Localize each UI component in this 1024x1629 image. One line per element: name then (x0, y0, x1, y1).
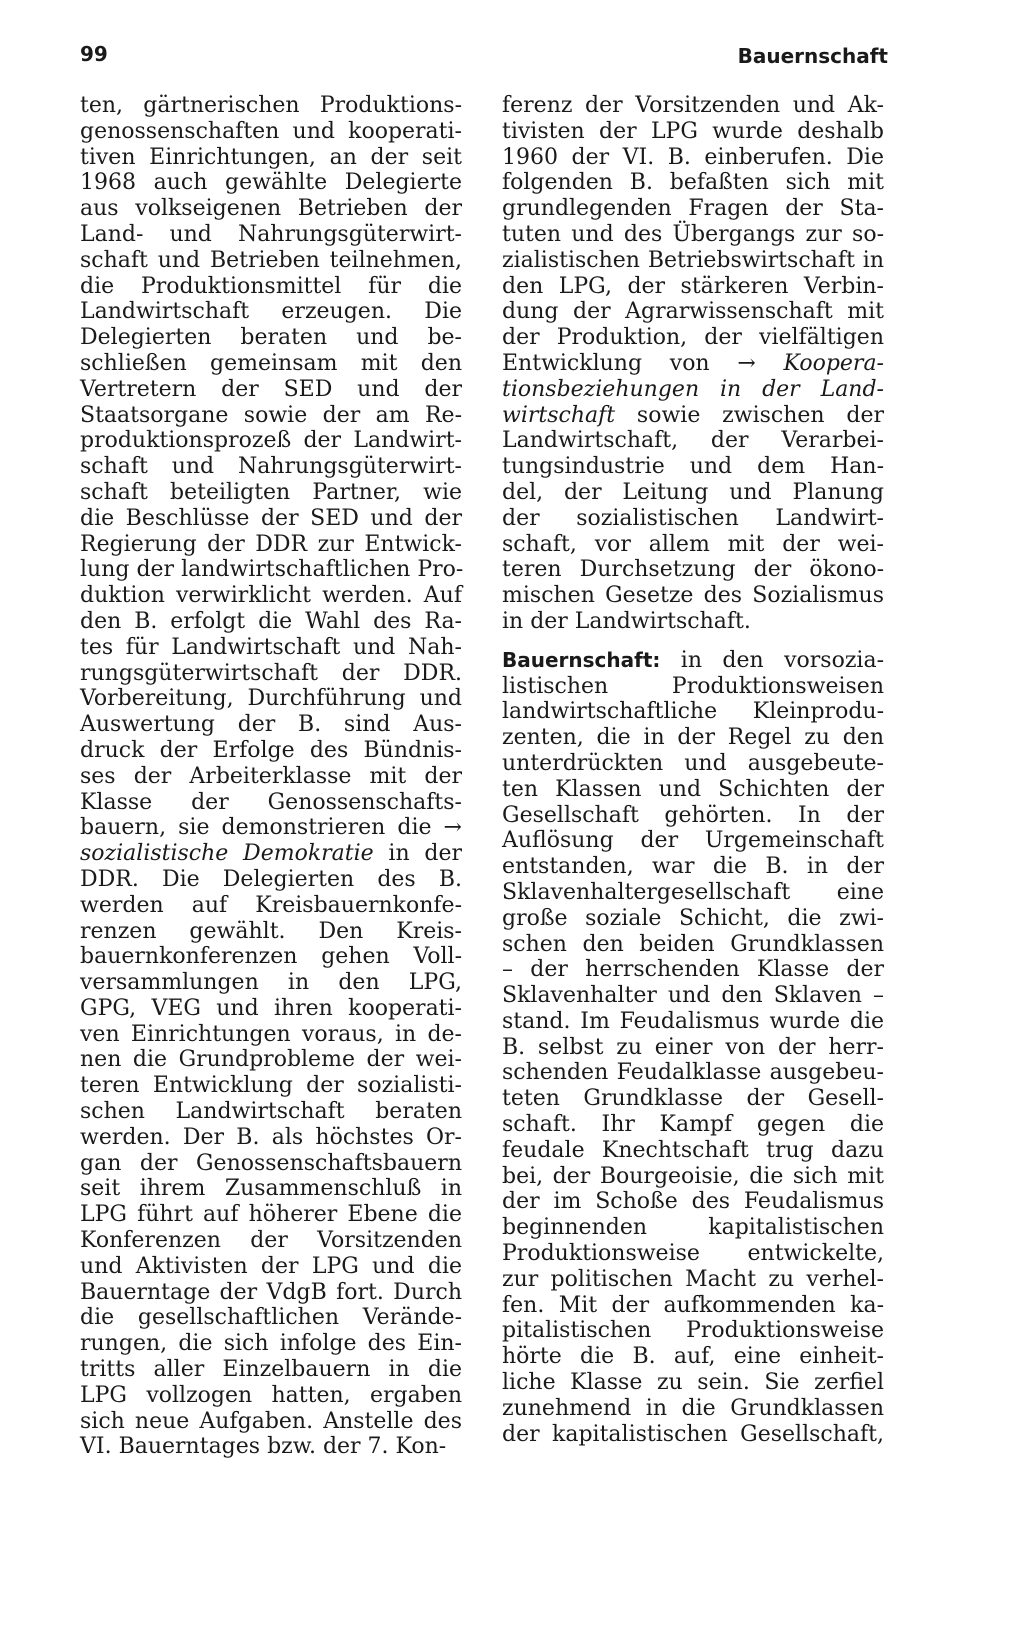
text-line: VI. Bauerntages bzw. der 7. Kon- (80, 1434, 447, 1460)
text-line: zenten, die in der Regel zu den (502, 725, 884, 751)
text-line: teten Grundklasse der Gesell- (502, 1086, 884, 1112)
text-line: druck der Erfolge des Bündnis- (80, 737, 462, 763)
text-line: B. selbst zu einer von der herr- (502, 1034, 884, 1060)
text-line: tuten und des Übergangs zur so- (502, 221, 884, 247)
cross-reference: sozialistische Demokratie (80, 841, 374, 867)
text-line: schenden Feudalklasse ausgebeu- (502, 1060, 884, 1086)
text-line: werden auf Kreisbauernkonfe- (80, 892, 462, 918)
text-line: hörte die B. auf, eine einheit- (502, 1344, 884, 1370)
text-line: landwirtschaftliche Kleinprodu- (502, 699, 884, 725)
text-line: ten, gärtnerischen Produktions- (80, 93, 462, 118)
text-line: sich neue Aufgaben. Anstelle des (80, 1408, 462, 1434)
text-line: der sozialistischen Landwirt- (502, 505, 884, 531)
text-line: schaft beteiligten Partner, wie (80, 479, 462, 505)
text-line: LPG führt auf höherer Ebene die (80, 1202, 462, 1228)
text-line: grundlegenden Fragen der Sta- (502, 196, 884, 222)
text-line: Produktionsweise entwickelte, (502, 1241, 884, 1267)
text-line: schen den beiden Grundklassen (502, 931, 884, 957)
entry-term: Bauernschaft: (502, 647, 661, 672)
text-line: ven Einrichtungen voraus, in de- (80, 1021, 462, 1047)
text-line: pitalistischen Produktionsweise (502, 1318, 884, 1344)
text-line: Landwirtschaft, der Verarbei- (502, 428, 884, 454)
text-line: tivisten der LPG wurde deshalb (502, 118, 884, 144)
left-column (80, 93, 462, 1460)
text-line: die Beschlüsse der SED und der (80, 505, 462, 531)
text-line: Klasse der Genossenschafts- (80, 789, 462, 815)
text-line: gan der Genossenschaftsbauern (80, 1150, 462, 1176)
running-head: Bauernschaft (737, 44, 888, 68)
cross-reference: tionsbeziehungen in der Land- (502, 376, 884, 402)
entry-first-line (502, 648, 884, 674)
text-line: Land- und Nahrungsgüterwirt- (80, 221, 462, 247)
text-line: schließen gemeinsam mit den (80, 350, 462, 376)
text-line: duktion verwirklicht werden. Auf (80, 583, 462, 609)
text-line: Sklavenhalter und den Sklaven – (502, 983, 884, 1009)
text-line: schen Landwirtschaft beraten (80, 1099, 462, 1125)
text-line: Auswertung der B. sind Aus- (80, 712, 462, 738)
entry-first-line-text: in den vorsozia- (660, 647, 884, 673)
text-line: der kapitalistischen Gesellschaft, (502, 1421, 884, 1447)
text-line: teren Entwicklung der sozialisti- (80, 1073, 462, 1099)
text-line: dung der Agrarwissenschaft mit (502, 299, 884, 325)
text-line: Konferenzen der Vorsitzenden (80, 1228, 462, 1254)
text-line: Gesellschaft gehörten. In der (502, 802, 884, 828)
text-line: lung der landwirtschaftlichen Pro- (80, 557, 464, 583)
page-number: 99 (80, 42, 108, 66)
text-line: renzen gewählt. Den Kreis- (80, 918, 462, 944)
text-line: seit ihrem Zusammenschluß in (80, 1176, 462, 1202)
text-line: rungen, die sich infolge des Ein- (80, 1331, 462, 1357)
text-line: produktionsprozeß der Landwirt- (80, 428, 462, 454)
text-line: schaft und Nahrungsgüterwirt- (80, 454, 462, 480)
entry-body (502, 674, 884, 1448)
text-line: 1960 der VI. B. einberufen. Die (502, 144, 884, 170)
text-line: in der Landwirtschaft. (502, 608, 751, 634)
text-line: LPG vollzogen hatten, ergaben (80, 1382, 462, 1408)
text-line: – der herrschenden Klasse der (502, 957, 884, 983)
text-line: zunehmend in die Grundklassen (502, 1395, 884, 1421)
text-line: bauern, sie demonstrieren die → (80, 815, 462, 841)
text-line: ferenz der Vorsitzenden und Ak- (502, 93, 884, 118)
text-line: Vorbereitung, Durchführung und (80, 686, 462, 712)
text-line: und Aktivisten der LPG und die (80, 1253, 462, 1279)
text-line: del, der Leitung und Planung (502, 479, 884, 505)
text-line: Auflösung der Urgemeinschaft (502, 828, 884, 854)
text-line: tes für Landwirtschaft und Nah- (80, 634, 462, 660)
text-line: Landwirtschaft erzeugen. Die (80, 299, 462, 325)
text-line: bei, der Bourgeoisie, die sich mit (502, 1163, 884, 1189)
right-column-continuation (502, 93, 884, 635)
text-line: entstanden, war die B. in der (502, 854, 884, 880)
text-line: Staatsorgane sowie der am Re- (80, 402, 462, 428)
text-line: große soziale Schicht, die zwi- (502, 905, 884, 931)
cross-reference: wirtschaft (502, 402, 616, 428)
text-line: Sklavenhaltergesellschaft eine (502, 879, 884, 905)
text-line: unterdrückten und ausgebeute- (502, 750, 884, 776)
text-line: werden. Der B. als höchstes Or- (80, 1124, 462, 1150)
text-line: aus volkseigenen Betrieben der (80, 196, 462, 222)
text-line: der im Schoße des Feudalismus (502, 1189, 884, 1215)
text-line: Regierung der DDR zur Entwick- (80, 531, 462, 557)
text-line: tritts aller Einzelbauern in die (80, 1357, 462, 1383)
text-line: feudale Knechtschaft trug dazu (502, 1137, 884, 1163)
text-line: die Produktionsmittel für die (80, 273, 462, 299)
text-line: folgenden B. befaßten sich mit (502, 170, 884, 196)
page-header (0, 40, 1024, 80)
text-line: liche Klasse zu sein. Sie zerfiel (502, 1370, 884, 1396)
text-line: die gesellschaftlichen Verände- (80, 1305, 462, 1331)
text-line: wirtschaft sowie zwischen der (502, 402, 884, 428)
text-line: schaft und Betrieben teilnehmen, (80, 247, 462, 273)
text-line: teren Durchsetzung der ökono- (502, 557, 884, 583)
text-line: Entwicklung von → Koopera- (502, 350, 884, 376)
text-line: mischen Gesetze des Sozialismus (502, 583, 884, 609)
text-line: rungsgüterwirtschaft der DDR. (80, 660, 462, 686)
text-line: den LPG, der stärkeren Verbin- (502, 273, 884, 299)
text-line: stand. Im Feudalismus wurde die (502, 1008, 884, 1034)
right-column (502, 93, 884, 1447)
text-line: 1968 auch gewählte Delegierte (80, 170, 462, 196)
text-line: den B. erfolgt die Wahl des Ra- (80, 608, 462, 634)
text-line (502, 377, 884, 403)
text-line: bauernkonferenzen gehen Voll- (80, 944, 462, 970)
text-line: listischen Produktionsweisen (502, 673, 884, 699)
text-line: GPG, VEG und ihren kooperati- (80, 995, 462, 1021)
text-line: Delegierten beraten und be- (80, 325, 462, 351)
text-line: tungsindustrie und dem Han- (502, 454, 884, 480)
text-line: Bauerntage der VdgB fort. Durch (80, 1279, 462, 1305)
text-line: fen. Mit der aufkommenden ka- (502, 1292, 884, 1318)
text-line: versammlungen in den LPG, (80, 970, 462, 996)
text-line: der Produktion, der vielfältigen (502, 325, 884, 351)
text-line: sozialistische Demokratie in der (80, 841, 462, 867)
text-line: genossenschaften und kooperati- (80, 118, 462, 144)
text-line: zur politischen Macht zu verhel- (502, 1266, 884, 1292)
text-line: nen die Grundprobleme der wei- (80, 1047, 462, 1073)
text-line: DDR. Die Delegierten des B. (80, 866, 462, 892)
text-line: Vertretern der SED und der (80, 376, 462, 402)
text-line: tiven Einrichtungen, an der seit (80, 144, 462, 170)
text-line: schaft, vor allem mit der wei- (502, 531, 884, 557)
text-line: schaft. Ihr Kampf gegen die (502, 1112, 884, 1138)
cross-reference: Koopera- (783, 350, 884, 376)
text-line: zialistischen Betriebswirtschaft in (502, 247, 884, 273)
text-line: ten Klassen und Schichten der (502, 776, 884, 802)
text-line: ses der Arbeiterklasse mit der (80, 763, 462, 789)
text-line: beginnenden kapitalistischen (502, 1215, 884, 1241)
